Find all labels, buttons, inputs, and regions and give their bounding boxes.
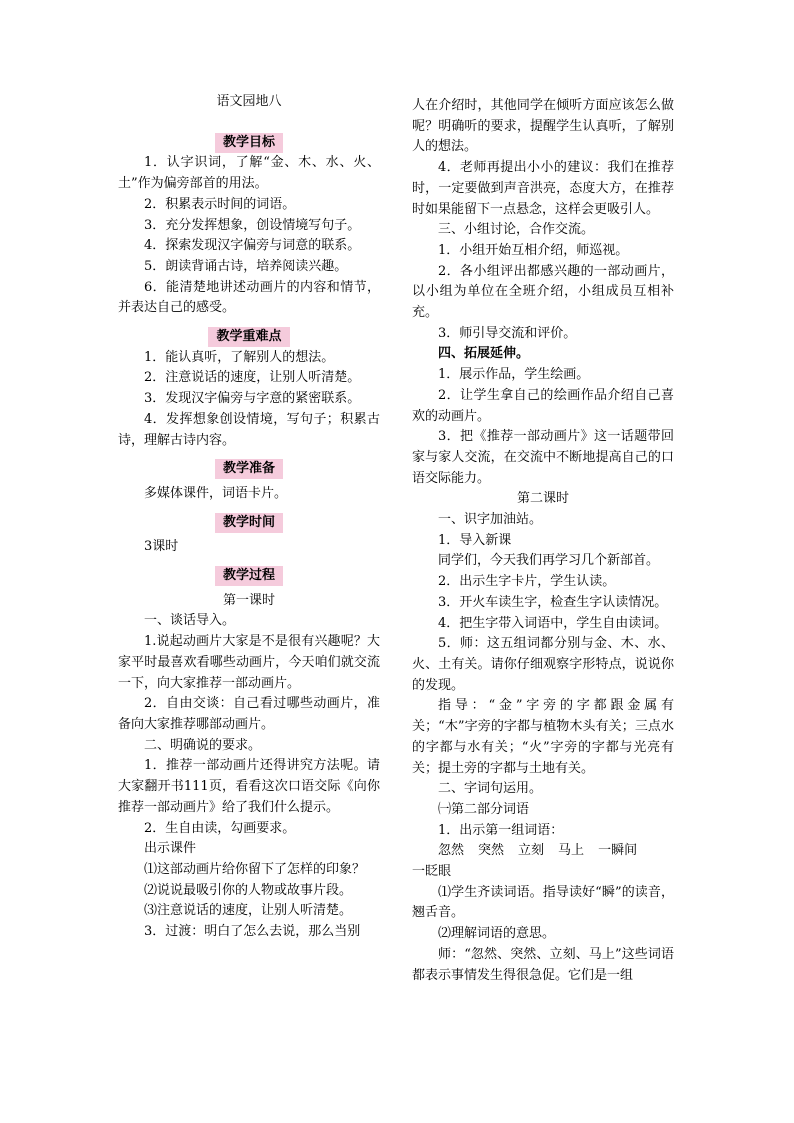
difficulty-item: 3．发现汉字偏旁与字意的紧密联系。 — [144, 391, 361, 407]
goal-item: 2．积累表示时间的词语。 — [144, 196, 296, 212]
paragraph: ⑴学生齐读词语。指导读好“瞬”的读音，翘舌音。 — [412, 884, 674, 921]
paragraph: 师：“忽然、突然、立刻、马上”这些词语都表示事情发生得很急促。它们是一组 — [412, 946, 674, 983]
goal-item: 1．认字识词，了解“金、木、水、火、土”作为偏旁部首的用法。 — [118, 155, 380, 192]
process-line: 1．推荐一部动画片还得讲究方法呢。请大家翻开书111页，看看这次口语交际《向你推荐一部动画片》给了我们什么提示。 — [118, 758, 380, 815]
word-list — [412, 841, 674, 862]
paragraph: ⑵理解词语的意思。 — [438, 926, 556, 942]
paragraph: 2．各小组评出都感兴趣的一部动画片，以小组为单位在全班介绍，小组成员互相补充。 — [412, 263, 674, 321]
right-column — [412, 96, 674, 986]
process-line: 2．自由交谈：自己看过哪些动画片，准备向大家推荐哪部动画片。 — [118, 696, 380, 732]
paragraph: 1．小组开始互相介绍，师巡视。 — [438, 242, 629, 258]
word: 突然 — [478, 843, 505, 859]
paragraph: 指导：“金”字旁的字都跟金属有关；“木”字旁的字都与植物木头有关；三点水的字都与水有关；“火”字旁的字都与光亮有关；提土旁的字都与土地有关。 — [412, 698, 674, 776]
section-header-difficulties: 教学重难点 — [118, 327, 380, 348]
page-title: 语文园地八 — [216, 94, 282, 109]
section-header-time: 教学时间 — [118, 513, 380, 534]
goal-item: 3．充分发挥想象，创设情境写句子。 — [144, 217, 361, 233]
process-line: 1.说起动画片大家是不是很有兴趣呢？大家平时最喜欢看哪些动画片，今天咱们就交流一下，向大家推荐一部动画片。 — [118, 634, 380, 691]
left-column — [118, 92, 380, 943]
paragraph: 同学们，今天我们再学习几个新部首。 — [438, 553, 660, 569]
process-line: ⑶注意说话的速度，让别人听清楚。 — [144, 903, 353, 919]
difficulty-item: 2．注意说话的速度，让别人听清楚。 — [144, 370, 361, 386]
extend-header: 四、拓展延伸。 — [438, 346, 530, 362]
paragraph: 人在介绍时，其他同学在倾听方面应该怎么做呢？明确听的要求，提醒学生认真听，了解别人的想法。 — [412, 98, 674, 155]
word: 一瞬间 — [598, 843, 638, 859]
paragraph: 2．让学生拿自己的绘画作品介绍自己喜欢的动画片。 — [412, 387, 674, 424]
word: 马上 — [558, 843, 585, 859]
word: 立刻 — [518, 843, 545, 859]
paragraph: 2．出示生字卡片，学生认读。 — [438, 574, 616, 590]
time-text: 3课时 — [144, 539, 179, 555]
difficulty-item: 1．能认真听，了解别人的想法。 — [144, 349, 335, 365]
section-header-goals: 教学目标 — [118, 133, 380, 154]
lesson-title: 第一课时 — [222, 592, 275, 608]
process-line: 一、谈话导入。 — [144, 613, 236, 629]
paragraph: 4．老师再提出小小的建议：我们在推荐时，一定要做到声音洪亮，态度大方，在推荐时如果能留下一点悬念，这样会更吸引人。 — [412, 160, 674, 217]
paragraph: 二、字词句运用。 — [438, 781, 543, 797]
difficulty-item: 4．发挥想象创设情境，写句子；积累古诗，理解古诗内容。 — [118, 411, 380, 448]
goal-item: 6．能清楚地讲述动画片的内容和情节，并表达自己的感受。 — [118, 279, 380, 316]
paragraph: 1．出示第一组词语： — [438, 822, 564, 838]
process-line: 出示课件 — [144, 841, 197, 857]
paragraph: 5．师：这五组词都分别与金、木、水、火、土有关。请你仔细观察字形特点，说说你的发现。 — [412, 636, 674, 693]
paragraph: 一、识字加油站。 — [438, 512, 543, 528]
process-line: 二、明确说的要求。 — [144, 737, 262, 753]
section-header-prep: 教学准备 — [118, 459, 380, 480]
process-line: 2．生自由读，勾画要求。 — [144, 820, 296, 836]
process-line: 3．过渡：明白了怎么去说，那么当别 — [144, 924, 361, 940]
section-header-process: 教学过程 — [118, 566, 380, 587]
process-line: ⑴这部动画片给你留下了怎样的印象？ — [144, 861, 366, 877]
process-line: ⑵说说最吸引你的人物或故事片段。 — [144, 882, 353, 898]
paragraph: 3．把《推荐一部动画片》这一话题带回家与家人交流，在交流中不断地提高自己的口语交际能力。 — [412, 429, 674, 486]
paragraph: 3．开火车读生字，检查生字认读情况。 — [438, 594, 668, 610]
goal-item: 4．探索发现汉字偏旁与词意的联系。 — [144, 238, 361, 254]
paragraph: 1．导入新课 — [438, 532, 512, 548]
prep-text: 多媒体课件，词语卡片。 — [144, 485, 288, 501]
word: 忽然 — [438, 843, 465, 859]
goal-item: 5．朗读背诵古诗，培养阅读兴趣。 — [144, 258, 348, 274]
word: 一眨眼 — [412, 864, 452, 880]
lesson-title: 第二课时 — [516, 491, 569, 507]
paragraph: 3．师引导交流和评价。 — [438, 325, 577, 341]
paragraph: 4．把生字带入词语中，学生自由读词。 — [438, 615, 668, 631]
paragraph: ㈠第二部分词语 — [438, 801, 530, 817]
paragraph: 三、小组讨论，合作交流。 — [438, 222, 595, 238]
paragraph: 1．展示作品，学生绘画。 — [438, 367, 590, 383]
